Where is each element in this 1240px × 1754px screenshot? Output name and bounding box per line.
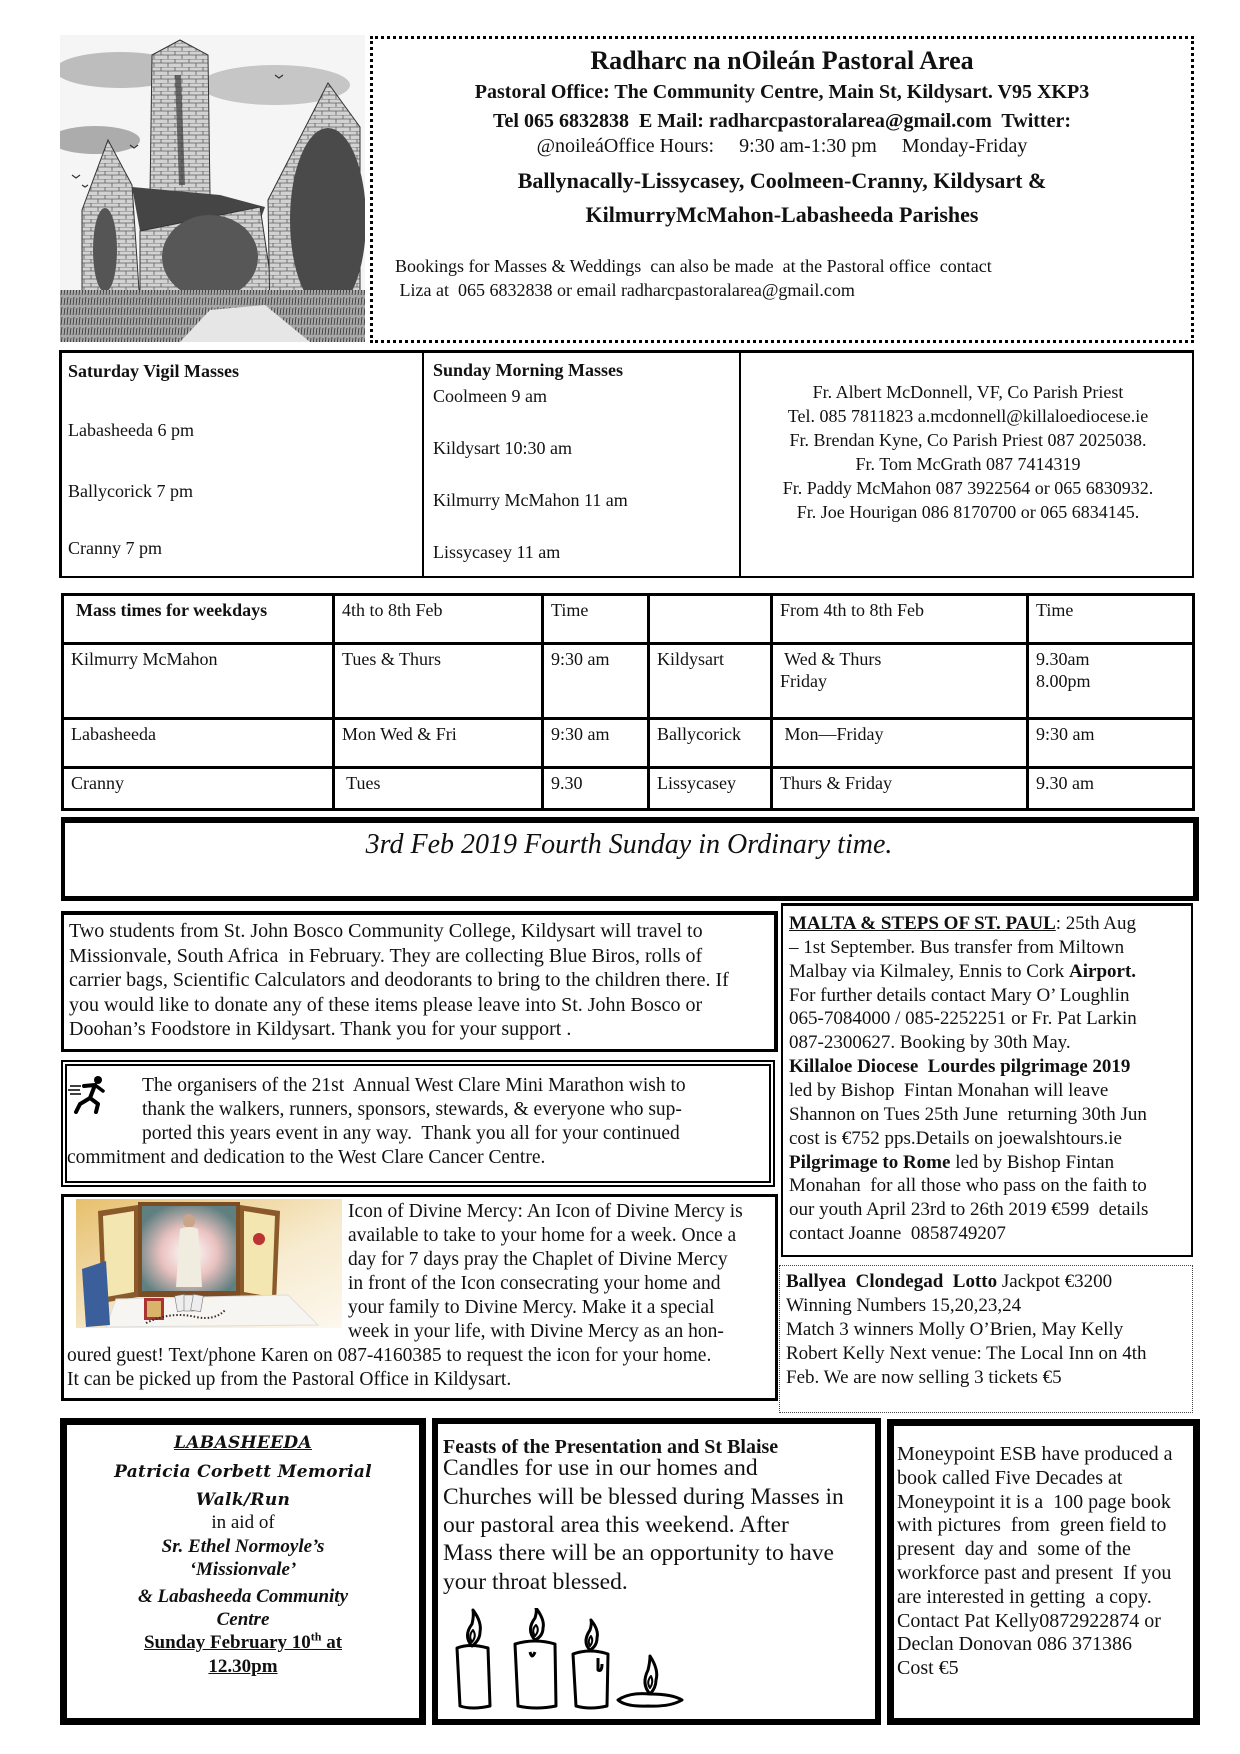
table-header-row [63, 595, 1194, 644]
notice-line [789, 960, 1136, 984]
saturday-vigil-heading: Saturday Vigil Masses [68, 361, 240, 381]
mini-marathon-notice [61, 1060, 775, 1187]
event-date-text: Sunday February 10 [143, 1632, 311, 1653]
divine-mercy-notice [61, 1194, 778, 1401]
notice-line: week in your life, with Divine Mercy as an hon- [348, 1321, 724, 1342]
notice-line: workforce past and present If you [897, 1562, 1172, 1584]
notice-line: Match 3 winners Molly O’Brien, May Kelly [786, 1319, 1124, 1340]
table-row [63, 768, 1194, 810]
table-cell: Mon—Friday [772, 719, 1028, 768]
table-cell: Cranny [63, 768, 334, 810]
candles-illustration [450, 1608, 703, 1710]
notice-line: Mass there will be an opportunity to have [443, 1540, 834, 1566]
ordinal-suffix: th [310, 1629, 322, 1644]
notice-line: Icon of Divine Mercy: An Icon of Divine Mercy is [348, 1201, 743, 1222]
table-row [63, 719, 1194, 768]
lotto-notice [779, 1265, 1193, 1413]
church-ruin-illustration [60, 35, 365, 342]
cause-line: Sr. Ethel Normoyle’s [161, 1536, 325, 1557]
notice-line: Churches will be blessed during Masses in [443, 1484, 844, 1510]
sunday-mass-item: Lissycasey 11 am [433, 542, 561, 562]
table-header-cell: From 4th to 8th Feb [772, 595, 1028, 644]
table-header-cell: Mass times for weekdays [63, 595, 334, 644]
pastoral-area-header [370, 36, 1194, 343]
weekday-mass-table [61, 593, 1195, 811]
notice-line: For further details contact Mary O’ Loughlin [789, 984, 1130, 1006]
sunday-mass-item: Coolmeen 9 am [433, 386, 547, 406]
cause-line: Centre [216, 1609, 270, 1630]
notice-line: commitment and dedication to the West Clare Cancer Centre. [67, 1147, 546, 1168]
notice-line: are interested in getting a copy. [897, 1585, 1152, 1608]
event-date [67, 1631, 419, 1655]
table-cell: Tues & Thurs [334, 644, 543, 719]
notice-line: book called Five Decades at [897, 1466, 1123, 1489]
notice-line: Two students from St. John Bosco Community College, Kildysart will travel to [69, 920, 703, 942]
table-cell: Mon Wed & Fri [334, 719, 543, 768]
event-date-text: at [321, 1632, 343, 1653]
table-cell: Kildysart [649, 644, 772, 719]
table-row [63, 644, 1194, 719]
pastoral-area-title: Radharc na nOileán Pastoral Area [590, 46, 974, 75]
priest-contact: Fr. Brendan Kyne, Co Parish Priest 087 2025038. [789, 430, 1147, 450]
office-hours: @noileáOffice Hours: 9:30 am-1:30 pm Monday-Friday [536, 135, 1028, 157]
notice-line: It can be picked up from the Pastoral Office in Kildysart. [67, 1369, 512, 1390]
notice-line [786, 1270, 1112, 1294]
sunday-mass-item: Kildysart 10:30 am [433, 438, 572, 458]
notice-line: Doohan’s Foodstore in Kildysart. Thank you for your support . [69, 1018, 572, 1040]
malta-trip-title: MALTA & STEPS OF ST. PAUL [789, 913, 1056, 934]
notice-line [789, 1151, 1114, 1175]
feasts-notice [432, 1418, 881, 1725]
table-header-cell: 4th to 8th Feb [334, 595, 543, 644]
notice-line: our pastoral area this weekend. After [443, 1512, 789, 1538]
notice-line: available to take to your home for a week. Once a [348, 1225, 737, 1246]
saturday-mass-item: Cranny 7 pm [68, 538, 162, 558]
parishes-line-1: Ballynacally-Lissycasey, Coolmeen-Cranny, Kildysart & [517, 168, 1047, 193]
notice-line: Moneypoint it is a 100 page book [897, 1490, 1171, 1513]
table-cell: Ballycorick [649, 719, 772, 768]
notice-line: 065-7084000 / 085-2252251 or Fr. Pat Larkin [789, 1008, 1137, 1030]
table-cell: 9:30 am [543, 719, 649, 768]
malta-trip-dates: : 25th Aug [1055, 913, 1136, 934]
table-cell: 9.30 am [1028, 768, 1194, 810]
notice-line: Contact Pat Kelly0872922874 or [897, 1609, 1161, 1632]
notice-line: Candles for use in our homes and [443, 1455, 758, 1481]
candle-icon [573, 1620, 608, 1708]
notice-line [789, 912, 1136, 936]
notice-line: led by Bishop Fintan Monahan will leave [789, 1079, 1109, 1101]
in-aid-of: in aid of [211, 1512, 275, 1533]
event-name-line: Walk/Run [195, 1490, 291, 1510]
notice-line: 087-2300627. Booking by 30th May. [789, 1032, 1071, 1054]
weekend-masses-table [59, 350, 1194, 578]
moneypoint-book-notice [887, 1419, 1200, 1725]
lotto-jackpot: Jackpot €3200 [997, 1271, 1113, 1292]
notice-line: carrier bags, Scientific Calculators and deodorants to bring to the children there. If [69, 969, 729, 991]
contact-line: Tel 065 6832838 E Mail: radharcpastoralarea@gmail.com Twitter: [493, 110, 1071, 132]
notice-line: in front of the Icon consecrating your home and [348, 1273, 721, 1294]
lotto-title: Ballyea Clondegad Lotto [786, 1271, 998, 1292]
sunday-banner-text: 3rd Feb 2019 Fourth Sunday in Ordinary time. [365, 829, 893, 860]
table-header-cell [649, 595, 772, 644]
table-cell: 9:30 am [1028, 719, 1194, 768]
labasheeda-walk-notice [60, 1418, 426, 1725]
column-divider [422, 353, 424, 576]
notice-line: cost is €752 pps.Details on joewalshtours.ie [789, 1127, 1122, 1149]
notice-line: Shannon on Tues 25th June returning 30th Jun [789, 1103, 1147, 1125]
church-ruin-image [60, 35, 365, 342]
table-header-cell: Time [1028, 595, 1194, 644]
table-cell: Labasheeda [63, 719, 334, 768]
bookings-line-2: Liza at 065 6832838 or email radharcpastoralarea@gmail.com [395, 280, 855, 300]
event-time: 12.30pm [208, 1656, 278, 1677]
table-cell: Lissycasey [649, 768, 772, 810]
sunday-mass-item: Kilmurry McMahon 11 am [433, 490, 628, 510]
sunday-morning-heading: Sunday Morning Masses [433, 360, 624, 380]
cause-line: ‘Missionvale’ [189, 1559, 297, 1580]
notice-line: with pictures from green field to [897, 1514, 1167, 1537]
table-cell: 9.30 [543, 768, 649, 810]
rome-pilgrimage-title: Pilgrimage to Rome [789, 1151, 951, 1173]
priest-contact: Fr. Tom McGrath 087 7414319 [855, 454, 1081, 474]
saturday-mass-item: Labasheeda 6 pm [68, 420, 194, 440]
priest-contact: Tel. 085 7811823 a.mcdonnell@killaloediocese.ie [787, 406, 1149, 426]
notice-line: Missionvale, South Africa in February. They are collecting Blue Biros, rolls of [69, 944, 703, 967]
notice-text: Malbay via Kilmaley, Ennis to Cork [789, 960, 1070, 982]
divine-mercy-icon-photo [76, 1199, 342, 1328]
notice-bold-text: Airport. [1069, 960, 1137, 982]
notice-line: contact Joanne 0858749207 [789, 1223, 1006, 1245]
table-cell: 9.30am 8.00pm [1028, 644, 1194, 719]
notice-line: – 1st September. Bus transfer from Miltown [789, 936, 1125, 958]
feasts-title: Feasts of the Presentation and St Blaise [443, 1436, 779, 1458]
students-notice [61, 911, 778, 1052]
running-man-icon [68, 1074, 108, 1114]
notice-line: oured guest! Text/phone Karen on 087-4160385 to request the icon for your home. [67, 1345, 712, 1366]
table-cell: Kilmurry McMahon [63, 644, 334, 719]
notice-line: your throat blessed. [443, 1569, 628, 1595]
notice-line: your family to Divine Mercy. Make it a special [348, 1297, 715, 1318]
notice-line: thank the walkers, runners, sponsors, stewards, & everyone who sup- [142, 1099, 682, 1120]
notice-line: you would like to donate any of these items please leave into St. John Bosco or [69, 993, 703, 1016]
notice-line: day for 7 days pray the Chaplet of Divine Mercy [348, 1249, 728, 1270]
table-cell: Thurs & Friday [772, 768, 1028, 810]
notice-line: Robert Kelly Next venue: The Local Inn on 4th [786, 1343, 1147, 1364]
priest-contact: Fr. Albert McDonnell, VF, Co Parish Priest [812, 382, 1124, 402]
table-cell: Tues [334, 768, 543, 810]
notice-line: Moneypoint ESB have produced a [897, 1443, 1173, 1465]
notice-line: Cost €5 [897, 1657, 959, 1680]
notice-line: ported this years event in any way. Thank you all for your continued [142, 1123, 680, 1144]
table-cell: 9:30 am [543, 644, 649, 719]
lotto-winning-numbers: Winning Numbers 15,20,23,24 [786, 1295, 1022, 1316]
table-cell: Wed & Thurs Friday [772, 644, 1028, 719]
sunday-banner [61, 817, 1199, 901]
notice-line: The organisers of the 21st Annual West Clare Mini Marathon wish to [142, 1075, 686, 1096]
lourdes-pilgrimage-title: Killaloe Diocese Lourdes pilgrimage 2019 [789, 1056, 1131, 1078]
notice-line: our youth April 23rd to 26th 2019 €599 details [789, 1199, 1149, 1221]
priest-contact: Fr. Paddy McMahon 087 3922564 or 065 6830932. [782, 478, 1154, 498]
notice-text: led by Bishop Fintan [950, 1151, 1115, 1173]
bookings-line-1: Bookings for Masses & Weddings can also be made at the Pastoral office contact [395, 256, 992, 276]
priest-contact: Fr. Joe Hourigan 086 8170700 or 065 6834145. [796, 502, 1140, 522]
saturday-mass-item: Ballycorick 7 pm [68, 481, 193, 501]
notice-line: Feb. We are now selling 3 tickets €5 [786, 1367, 1062, 1388]
pilgrimages-notice [781, 903, 1193, 1257]
tealight-icon [618, 1656, 682, 1706]
candle-icon [515, 1608, 556, 1708]
notice-line: present day and some of the [897, 1538, 1131, 1561]
table-header-cell: Time [543, 595, 649, 644]
notice-line: Monahan for all those who pass on the faith to [789, 1175, 1147, 1197]
notice-line: Declan Donovan 086 371386 [897, 1633, 1132, 1656]
candle-icon [457, 1610, 490, 1708]
parishes-line-2: KilmurryMcMahon-Labasheeda Parishes [585, 202, 979, 227]
labasheeda-title: LABASHEEDA [174, 1433, 312, 1453]
event-name-line: Patricia Corbett Memorial [114, 1462, 372, 1482]
cause-line: & Labasheeda Community [137, 1586, 349, 1607]
pastoral-office-address: Pastoral Office: The Community Centre, Main St, Kildysart. V95 XKP3 [474, 81, 1090, 103]
